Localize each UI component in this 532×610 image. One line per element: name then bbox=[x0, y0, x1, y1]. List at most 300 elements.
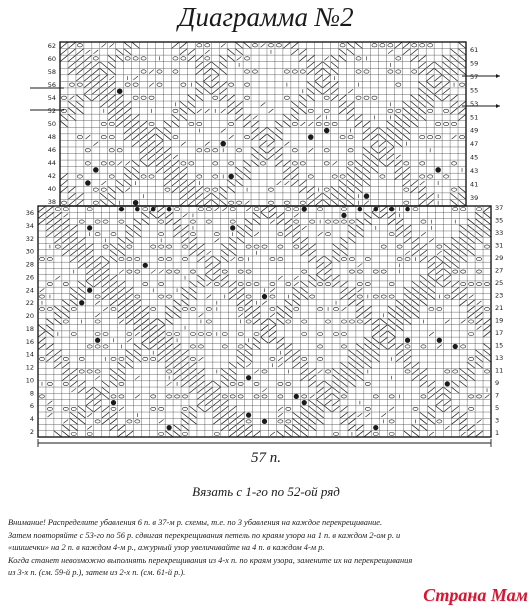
lower-cross-stitch bbox=[317, 419, 324, 425]
lower-yarn-over bbox=[326, 282, 331, 285]
upper-decrease bbox=[284, 181, 289, 185]
lower-cross-stitch bbox=[181, 231, 188, 237]
lower-cross-stitch bbox=[221, 412, 228, 418]
upper-cross-stitch bbox=[331, 95, 338, 101]
upper-cross-stitch bbox=[291, 49, 298, 55]
lower-cross-stitch bbox=[62, 219, 69, 225]
lower-cross-stitch bbox=[325, 400, 332, 406]
upper-decrease bbox=[181, 142, 186, 146]
lower-cross-stitch bbox=[54, 431, 61, 437]
lower-cross-stitch bbox=[197, 250, 204, 256]
lower-cross-stitch bbox=[189, 244, 196, 250]
lower-cross-stitch bbox=[245, 312, 252, 318]
lower-decrease bbox=[294, 282, 299, 286]
lower-decrease bbox=[206, 251, 211, 255]
upper-cross-stitch bbox=[220, 69, 227, 75]
lower-yarn-over bbox=[437, 245, 442, 248]
upper-cross-stitch bbox=[164, 121, 171, 127]
lower-yarn-over bbox=[190, 307, 195, 310]
lower-cross-stitch bbox=[412, 375, 419, 381]
lower-yarn-over bbox=[190, 232, 195, 235]
upper-cross-stitch bbox=[379, 147, 386, 153]
upper-cross-stitch bbox=[363, 180, 370, 186]
lower-decrease bbox=[461, 320, 466, 324]
upper-cross-stitch bbox=[395, 121, 402, 127]
lower-cross-stitch bbox=[348, 231, 355, 237]
upper-cross-stitch bbox=[379, 154, 386, 160]
lower-bobble bbox=[167, 425, 172, 430]
lower-cross-stitch bbox=[483, 325, 490, 331]
upper-decrease bbox=[221, 43, 226, 47]
lower-yarn-over bbox=[119, 382, 124, 385]
upper-yarn-over bbox=[77, 44, 82, 47]
upper-cross-stitch bbox=[458, 114, 465, 120]
lower-right-row-label: 33 bbox=[495, 229, 504, 237]
lower-cross-stitch bbox=[205, 381, 212, 387]
lower-cross-stitch bbox=[142, 325, 149, 331]
lower-cross-stitch bbox=[86, 244, 93, 250]
upper-cross-stitch bbox=[403, 167, 410, 173]
lower-yarn-over bbox=[190, 220, 195, 223]
upper-yarn-over bbox=[149, 175, 154, 178]
lower-yarn-over bbox=[206, 307, 211, 310]
upper-cross-stitch bbox=[275, 134, 282, 140]
upper-yarn-over bbox=[157, 70, 162, 73]
lower-cross-stitch bbox=[229, 294, 236, 300]
upper-bobble bbox=[93, 167, 99, 173]
lower-yarn-over bbox=[357, 282, 362, 285]
lower-cross-stitch bbox=[483, 206, 490, 212]
lower-cross-stitch bbox=[142, 337, 149, 343]
upper-cross-stitch bbox=[100, 193, 107, 199]
upper-cross-stitch bbox=[100, 62, 107, 68]
lower-bobble-row bbox=[151, 207, 156, 212]
lower-yarn-over bbox=[461, 282, 466, 285]
lower-cross-stitch bbox=[134, 306, 141, 312]
lower-cross-stitch bbox=[197, 281, 204, 287]
upper-cross-stitch bbox=[458, 55, 465, 61]
lower-cross-stitch bbox=[396, 356, 403, 362]
upper-decrease bbox=[197, 109, 202, 113]
lower-cross-stitch bbox=[189, 369, 196, 375]
lower-cross-stitch bbox=[126, 350, 133, 356]
lower-yarn-over bbox=[111, 232, 116, 235]
lower-bobble-row bbox=[358, 207, 363, 212]
lower-cross-stitch bbox=[460, 238, 467, 244]
lower-cross-stitch bbox=[158, 350, 165, 356]
lower-cross-stitch bbox=[197, 394, 204, 400]
upper-yarn-over bbox=[380, 44, 385, 47]
upper-cross-stitch bbox=[299, 55, 306, 61]
upper-yarn-over bbox=[372, 96, 377, 99]
lower-cross-stitch bbox=[412, 244, 419, 250]
lower-yarn-over bbox=[254, 382, 259, 385]
upper-cross-stitch bbox=[108, 187, 115, 193]
lower-yarn-over bbox=[71, 307, 76, 310]
upper-yarn-over bbox=[356, 57, 361, 60]
lower-cross-stitch bbox=[285, 306, 292, 312]
upper-left-row-label: 46 bbox=[47, 146, 56, 154]
lower-yarn-over bbox=[151, 395, 156, 398]
upper-right-row-label: 47 bbox=[470, 140, 479, 149]
lower-cross-stitch bbox=[285, 300, 292, 306]
lower-yarn-over bbox=[143, 282, 148, 285]
lower-cross-stitch bbox=[229, 287, 236, 293]
lower-yarn-over bbox=[151, 407, 156, 410]
upper-cross-stitch bbox=[188, 193, 195, 199]
lower-decrease bbox=[183, 213, 188, 217]
lower-cross-stitch bbox=[245, 225, 252, 231]
lower-cross-stitch bbox=[118, 369, 125, 375]
upper-decrease bbox=[85, 135, 90, 139]
upper-cross-stitch bbox=[92, 75, 99, 81]
lower-decrease bbox=[95, 376, 100, 380]
lower-cross-stitch bbox=[86, 275, 93, 281]
upper-yarn-over bbox=[141, 175, 146, 178]
lower-bobble-row bbox=[405, 207, 410, 212]
lower-cross-stitch bbox=[436, 406, 443, 412]
lower-cross-stitch bbox=[428, 263, 435, 269]
lower-yarn-over bbox=[198, 345, 203, 348]
lower-cross-stitch bbox=[229, 412, 236, 418]
upper-cross-stitch bbox=[116, 180, 123, 186]
upper-cross-stitch bbox=[323, 62, 330, 68]
note-line: Внимание! Распределите убавления 6 п. в 37-м р. схемы, т.е. по 3 убавления на каждое перекрещивание. bbox=[8, 518, 383, 527]
upper-yarn-over bbox=[125, 57, 130, 60]
upper-cross-stitch bbox=[419, 193, 426, 199]
lower-cross-stitch bbox=[317, 406, 324, 412]
lower-cross-stitch bbox=[428, 281, 435, 287]
upper-cross-stitch bbox=[315, 88, 322, 94]
lower-left-row-label: 22 bbox=[25, 299, 34, 308]
lower-cross-stitch bbox=[174, 300, 181, 306]
lower-cross-stitch bbox=[181, 350, 188, 356]
lower-cross-stitch bbox=[158, 319, 165, 325]
lower-cross-stitch bbox=[428, 394, 435, 400]
upper-cross-stitch bbox=[84, 95, 91, 101]
upper-decrease bbox=[133, 76, 138, 80]
lower-yarn-over bbox=[119, 257, 124, 260]
upper-right-row-label: 57 bbox=[470, 72, 479, 81]
lower-cross-stitch bbox=[245, 306, 252, 312]
upper-cross-stitch bbox=[411, 180, 418, 186]
upper-cross-stitch bbox=[172, 160, 179, 166]
lower-cross-stitch bbox=[364, 312, 371, 318]
upper-cross-stitch bbox=[212, 88, 219, 94]
upper-yarn-over bbox=[252, 70, 257, 73]
upper-cross-stitch bbox=[371, 134, 378, 140]
lower-yarn-over bbox=[238, 307, 243, 310]
lower-cross-stitch bbox=[70, 256, 77, 262]
lower-cross-stitch bbox=[356, 344, 363, 350]
lower-cross-stitch bbox=[332, 387, 339, 393]
upper-cross-stitch bbox=[108, 114, 115, 120]
lower-cross-stitch bbox=[332, 381, 339, 387]
lower-cross-stitch bbox=[166, 219, 173, 225]
lower-cross-stitch bbox=[317, 263, 324, 269]
lower-cross-stitch bbox=[245, 431, 252, 437]
lower-cross-stitch bbox=[364, 213, 371, 219]
lower-cross-stitch bbox=[356, 350, 363, 356]
lower-cross-stitch bbox=[332, 375, 339, 381]
upper-decrease bbox=[452, 135, 457, 139]
lower-yarn-over bbox=[445, 370, 450, 373]
lower-cross-stitch bbox=[110, 250, 117, 256]
upper-cross-stitch bbox=[100, 88, 107, 94]
lower-cross-stitch bbox=[483, 319, 490, 325]
upper-cross-stitch bbox=[403, 128, 410, 134]
lower-yarn-over bbox=[222, 270, 227, 273]
lower-decrease bbox=[214, 238, 219, 242]
lower-cross-stitch bbox=[396, 350, 403, 356]
upper-cross-stitch bbox=[458, 187, 465, 193]
lower-cross-stitch bbox=[126, 300, 133, 306]
lower-yarn-over bbox=[333, 307, 338, 310]
upper-cross-stitch bbox=[323, 75, 330, 81]
upper-right-row-label: 51 bbox=[470, 113, 479, 122]
upper-cross-stitch bbox=[116, 101, 123, 107]
upper-yarn-over bbox=[149, 122, 154, 125]
lower-decrease bbox=[151, 270, 156, 274]
upper-cross-stitch bbox=[100, 69, 107, 75]
upper-yarn-over bbox=[364, 96, 369, 99]
lower-cross-stitch bbox=[221, 250, 228, 256]
upper-yarn-over bbox=[292, 70, 297, 73]
lower-decrease bbox=[95, 301, 100, 305]
lower-cross-stitch bbox=[404, 362, 411, 368]
lower-yarn-over bbox=[453, 370, 458, 373]
upper-cross-stitch bbox=[124, 121, 131, 127]
upper-cross-stitch bbox=[323, 200, 330, 206]
lower-bobble bbox=[341, 213, 346, 218]
lower-cross-stitch bbox=[388, 213, 395, 219]
lower-cross-stitch bbox=[356, 300, 363, 306]
upper-cross-stitch bbox=[458, 200, 465, 206]
lower-bobble-row bbox=[167, 207, 172, 212]
upper-cross-stitch bbox=[164, 128, 171, 134]
lower-yarn-over bbox=[103, 220, 108, 223]
lower-cross-stitch bbox=[317, 269, 324, 275]
upper-cross-stitch bbox=[132, 121, 139, 127]
lower-yarn-over bbox=[484, 307, 489, 310]
lower-yarn-over bbox=[87, 370, 92, 373]
upper-decrease bbox=[149, 83, 154, 87]
lower-cross-stitch bbox=[229, 419, 236, 425]
lower-cross-stitch bbox=[372, 350, 379, 356]
upper-yarn-over bbox=[332, 175, 337, 178]
upper-cross-stitch bbox=[419, 200, 426, 206]
lower-yarn-over bbox=[95, 232, 100, 235]
lower-bobble-row bbox=[119, 207, 124, 212]
upper-yarn-over bbox=[149, 96, 154, 99]
lower-cross-stitch bbox=[468, 225, 475, 231]
upper-cross-stitch bbox=[251, 154, 258, 160]
upper-cross-stitch bbox=[323, 82, 330, 88]
upper-cross-stitch bbox=[339, 49, 346, 55]
upper-yarn-over bbox=[213, 175, 218, 178]
upper-cross-stitch bbox=[76, 55, 83, 61]
upper-cross-stitch bbox=[124, 49, 131, 55]
upper-cross-stitch bbox=[100, 95, 107, 101]
upper-cross-stitch bbox=[427, 69, 434, 75]
upper-cross-stitch bbox=[212, 62, 219, 68]
upper-cross-stitch bbox=[259, 134, 266, 140]
upper-cross-stitch bbox=[84, 55, 91, 61]
lower-cross-stitch bbox=[388, 306, 395, 312]
lower-yarn-over bbox=[413, 407, 418, 410]
upper-decrease bbox=[396, 155, 401, 159]
lower-cross-stitch bbox=[110, 381, 117, 387]
lower-cross-stitch bbox=[340, 381, 347, 387]
upper-cross-stitch bbox=[180, 180, 187, 186]
lower-cross-stitch bbox=[205, 400, 212, 406]
lower-left-row-label: 28 bbox=[25, 260, 34, 269]
note-line: из 3-х п. (см. 59-й р.), затем из 2-х п. (см. 61-й р.). bbox=[8, 568, 186, 577]
lower-cross-stitch bbox=[364, 306, 371, 312]
lower-cross-stitch bbox=[38, 337, 45, 343]
upper-cross-stitch bbox=[363, 147, 370, 153]
upper-yarn-over bbox=[388, 44, 393, 47]
lower-yarn-over bbox=[373, 395, 378, 398]
lower-right-row-label: 21 bbox=[495, 304, 504, 312]
upper-cross-stitch bbox=[371, 141, 378, 147]
lower-cross-stitch bbox=[174, 312, 181, 318]
upper-cross-stitch bbox=[68, 193, 75, 199]
upper-cross-stitch bbox=[140, 128, 147, 134]
lower-cross-stitch bbox=[78, 294, 85, 300]
upper-yarn-over bbox=[197, 149, 202, 152]
lower-yarn-over bbox=[469, 395, 474, 398]
lower-cross-stitch bbox=[420, 287, 427, 293]
lower-yarn-over bbox=[238, 282, 243, 285]
lower-cross-stitch bbox=[364, 356, 371, 362]
lower-cross-stitch bbox=[460, 287, 467, 293]
lower-yarn-over bbox=[175, 332, 180, 335]
upper-cross-stitch bbox=[450, 55, 457, 61]
lower-cross-stitch bbox=[86, 263, 93, 269]
lower-cross-stitch bbox=[70, 300, 77, 306]
lower-cross-stitch bbox=[46, 344, 53, 350]
lower-cross-stitch bbox=[118, 244, 125, 250]
lower-cross-stitch bbox=[197, 406, 204, 412]
lower-yarn-over bbox=[230, 395, 235, 398]
lower-yarn-over bbox=[246, 245, 251, 248]
lower-cross-stitch bbox=[460, 231, 467, 237]
lower-yarn-over bbox=[302, 270, 307, 273]
upper-cross-stitch bbox=[291, 108, 298, 114]
upper-cross-stitch bbox=[172, 187, 179, 193]
lower-cross-stitch bbox=[277, 431, 284, 437]
lower-yarn-over bbox=[254, 245, 259, 248]
lower-cross-stitch bbox=[452, 256, 459, 262]
lower-cross-stitch bbox=[134, 325, 141, 331]
upper-cross-stitch bbox=[450, 95, 457, 101]
lower-cross-stitch bbox=[340, 412, 347, 418]
lower-cross-stitch bbox=[388, 312, 395, 318]
lower-cross-stitch bbox=[62, 231, 69, 237]
upper-yarn-over bbox=[444, 175, 449, 178]
lower-left-row-label: 2 bbox=[29, 428, 34, 436]
upper-cross-stitch bbox=[132, 128, 139, 134]
upper-yarn-over bbox=[268, 44, 273, 47]
lower-yarn-over bbox=[190, 270, 195, 273]
lower-cross-stitch bbox=[428, 412, 435, 418]
upper-yarn-over bbox=[284, 96, 289, 99]
lower-cross-stitch bbox=[118, 294, 125, 300]
upper-cross-stitch bbox=[180, 167, 187, 173]
upper-cross-stitch bbox=[387, 154, 394, 160]
lower-cross-stitch bbox=[285, 231, 292, 237]
upper-decrease bbox=[125, 161, 130, 165]
upper-cross-stitch bbox=[140, 121, 147, 127]
upper-cross-stitch bbox=[339, 193, 346, 199]
upper-cross-stitch bbox=[220, 187, 227, 193]
lower-cross-stitch bbox=[86, 269, 93, 275]
lower-yarn-over bbox=[469, 320, 474, 323]
upper-cross-stitch bbox=[156, 128, 163, 134]
lower-decrease bbox=[437, 345, 442, 349]
lower-decrease bbox=[238, 313, 243, 317]
lower-decrease bbox=[421, 232, 426, 236]
upper-cross-stitch bbox=[403, 42, 410, 48]
lower-cross-stitch bbox=[245, 300, 252, 306]
lower-cross-stitch bbox=[70, 412, 77, 418]
lower-cross-stitch bbox=[340, 238, 347, 244]
upper-decrease bbox=[70, 96, 75, 100]
upper-cross-stitch bbox=[443, 75, 450, 81]
upper-yarn-over bbox=[229, 162, 234, 165]
upper-yarn-over bbox=[324, 149, 329, 152]
lower-cross-stitch bbox=[436, 269, 443, 275]
upper-decrease bbox=[269, 109, 274, 113]
lower-cross-stitch bbox=[309, 400, 316, 406]
upper-yarn-over bbox=[420, 175, 425, 178]
lower-decrease bbox=[294, 213, 299, 217]
lower-cross-stitch bbox=[46, 219, 53, 225]
upper-cross-stitch bbox=[331, 55, 338, 61]
upper-decrease bbox=[261, 102, 266, 106]
lower-yarn-over bbox=[167, 332, 172, 335]
upper-cross-stitch bbox=[419, 82, 426, 88]
lower-cross-stitch bbox=[348, 362, 355, 368]
lower-right-row-label: 1 bbox=[495, 429, 500, 437]
lower-cross-stitch bbox=[213, 419, 220, 425]
upper-cross-stitch bbox=[267, 154, 274, 160]
lower-yarn-over bbox=[326, 220, 331, 223]
upper-yarn-over bbox=[85, 162, 90, 165]
lower-cross-stitch bbox=[396, 312, 403, 318]
lower-yarn-over bbox=[278, 382, 283, 385]
lower-yarn-over bbox=[238, 332, 243, 335]
upper-cross-stitch bbox=[172, 180, 179, 186]
lower-cross-stitch bbox=[166, 431, 173, 437]
upper-cross-stitch bbox=[188, 55, 195, 61]
lower-cross-stitch bbox=[340, 406, 347, 412]
lower-yarn-over bbox=[238, 270, 243, 273]
lower-cross-stitch bbox=[444, 269, 451, 275]
lower-bobble bbox=[302, 206, 307, 211]
lower-cross-stitch bbox=[340, 375, 347, 381]
lower-cross-stitch bbox=[174, 231, 181, 237]
upper-cross-stitch bbox=[387, 141, 394, 147]
lower-cross-stitch bbox=[78, 412, 85, 418]
lower-yarn-over bbox=[318, 357, 323, 360]
lower-cross-stitch bbox=[62, 431, 69, 437]
lower-cross-stitch bbox=[118, 287, 125, 293]
upper-cross-stitch bbox=[339, 180, 346, 186]
lower-cross-stitch bbox=[189, 250, 196, 256]
stitch-width-label: 57 п. bbox=[251, 450, 281, 466]
